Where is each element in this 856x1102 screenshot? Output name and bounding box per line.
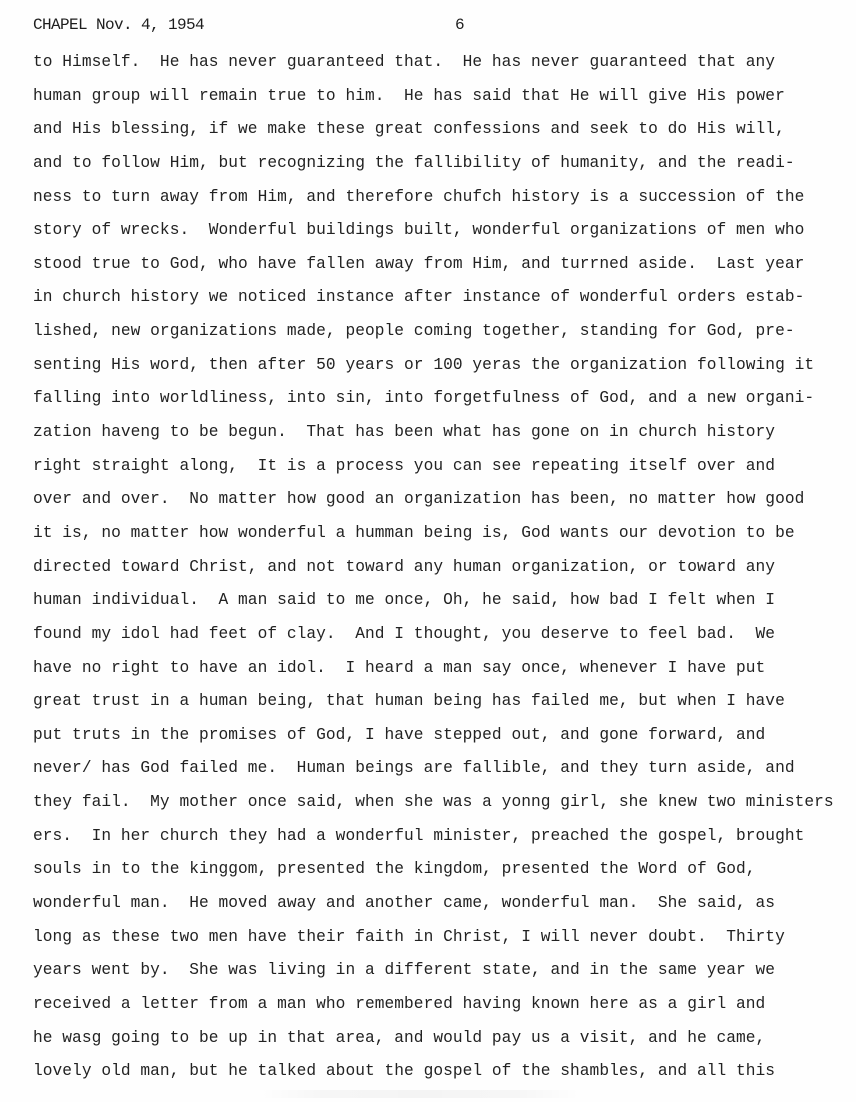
body-text bbox=[33, 49, 833, 1092]
text-line: long as these two men have their faith in Christ, I will never doubt. Thirty bbox=[33, 927, 785, 946]
text-line: ers. In her church they had a wonderful minister, preached the gospel, brought bbox=[33, 826, 805, 845]
text-line: ness to turn away from Him, and therefore chufch history is a succession of the bbox=[33, 187, 805, 206]
text-line: he wasg going to be up in that area, and would pay us a visit, and he came, bbox=[33, 1028, 766, 1047]
text-line: directed toward Christ, and not toward any human organization, or toward any bbox=[33, 557, 776, 576]
text-line: found my idol had feet of clay. And I thought, you deserve to feel bad. We bbox=[33, 624, 776, 643]
text-line: human individual. A man said to me once, Oh, he said, how bad I felt when I bbox=[33, 591, 776, 610]
text-line: it is, no matter how wonderful a humman being is, God wants our devotion to be bbox=[33, 523, 795, 542]
page-header bbox=[33, 16, 813, 40]
text-line: souls in to the kinggom, presented the kingdom, presented the Word of God, bbox=[33, 860, 756, 879]
text-line: lished, new organizations made, people coming together, standing for God, pre- bbox=[33, 322, 795, 341]
text-line: years went by. She was living in a different state, and in the same year we bbox=[33, 961, 776, 980]
text-line: falling into worldliness, into sin, into forgetfulness of God, and a new organi- bbox=[33, 389, 815, 408]
text-line: to Himself. He has never guaranteed that. He has never guaranteed that any bbox=[33, 53, 776, 71]
text-line: they fail. My mother once said, when she was a yonng girl, she knew two ministers bbox=[33, 793, 834, 812]
text-line: great trust in a human being, that human being has failed me, but when I have bbox=[33, 692, 785, 711]
text-line: senting His word, then after 50 years or 100 yeras the organization following it bbox=[33, 355, 815, 374]
text-line: and to follow Him, but recognizing the fallibility of humanity, and the readi- bbox=[33, 153, 795, 172]
text-line: have no right to have an idol. I heard a man say once, whenever I have put bbox=[33, 658, 766, 677]
page-number: 6 bbox=[455, 16, 465, 34]
text-line: received a letter from a man who remembered having known here as a girl and bbox=[33, 994, 766, 1013]
text-line: never/ has God failed me. Human beings are fallible, and they turn aside, and bbox=[33, 759, 795, 778]
header-title: CHAPEL Nov. 4, 1954 bbox=[33, 16, 205, 34]
text-line: in church history we noticed instance after instance of wonderful orders estab- bbox=[33, 288, 805, 307]
text-line: human group will remain true to him. He has said that He will give His power bbox=[33, 86, 785, 105]
text-line: over and over. No matter how good an organization has been, no matter how good bbox=[33, 490, 805, 509]
text-line: wonderful man. He moved away and another came, wonderful man. She said, as bbox=[33, 894, 776, 913]
text-line: put truts in the promises of God, I have stepped out, and gone forward, and bbox=[33, 725, 766, 744]
text-line: stood true to God, who have fallen away from Him, and turrned aside. Last year bbox=[33, 254, 805, 273]
text-line: lovely old man, but he talked about the gospel of the shambles, and all this bbox=[33, 1062, 776, 1081]
text-line: zation haveng to be begun. That has been what has gone on in church history bbox=[33, 423, 776, 442]
text-line: and His blessing, if we make these great confessions and seek to do His will, bbox=[33, 120, 785, 139]
text-line: right straight along, It is a process you can see repeating itself over and bbox=[33, 456, 776, 475]
scan-smudge bbox=[260, 1090, 580, 1098]
text-line: story of wrecks. Wonderful buildings built, wonderful organizations of men who bbox=[33, 221, 805, 240]
